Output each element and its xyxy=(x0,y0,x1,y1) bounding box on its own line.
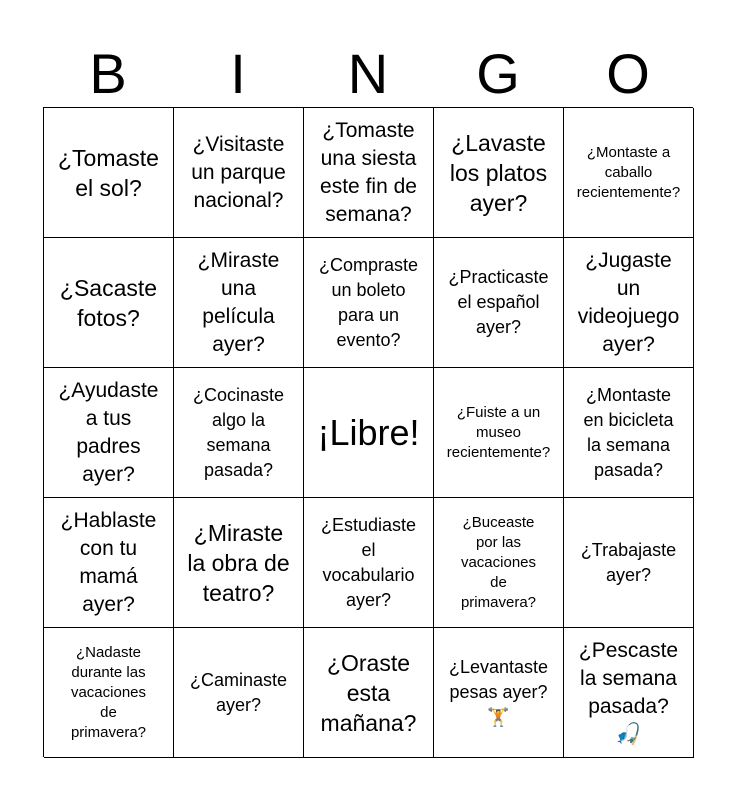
bingo-cell-text: ¿Oraste esta mañana? xyxy=(320,649,417,736)
bingo-cell-text: ¿Miraste una película ayer? xyxy=(197,248,280,356)
bingo-cell-text: ¿Cocinaste algo la semana pasada? xyxy=(192,384,285,480)
bingo-cell-text: ¿Visitaste un parque nacional? xyxy=(191,132,286,212)
bingo-cell[interactable] xyxy=(434,238,564,368)
header-letter-n: N xyxy=(347,42,389,105)
bingo-cell[interactable] xyxy=(44,238,174,368)
bingo-cell[interactable] xyxy=(174,498,304,628)
header-letter-o: O xyxy=(606,42,650,105)
bingo-cell[interactable] xyxy=(564,628,694,758)
bingo-cell[interactable] xyxy=(304,238,434,368)
bingo-cell[interactable] xyxy=(174,368,304,498)
bingo-header xyxy=(43,40,693,108)
bingo-cell[interactable] xyxy=(174,108,304,238)
bingo-cell-text: ¿Caminaste ayer? xyxy=(189,669,288,715)
bingo-cell-text: ¿Tomaste una siesta este fin de semana? xyxy=(320,118,417,226)
bingo-cell[interactable] xyxy=(564,238,694,368)
bingo-cell[interactable] xyxy=(434,498,564,628)
bingo-cell[interactable] xyxy=(304,108,434,238)
header-letter-i: I xyxy=(230,42,246,105)
bingo-cell-text: ¿Fuiste a un museo recientemente? xyxy=(446,403,551,461)
bingo-card-grid xyxy=(43,107,693,757)
bingo-cell[interactable] xyxy=(564,108,694,238)
bingo-cell-text: ¡Libre! xyxy=(317,411,420,453)
bingo-cell[interactable] xyxy=(304,628,434,758)
bingo-cell-text: ¿Tomaste el sol? xyxy=(58,144,159,201)
bingo-cell[interactable] xyxy=(564,368,694,498)
bingo-cell-text: ¿Ayudaste a tus padres ayer? xyxy=(58,378,159,486)
bingo-cell-text: ¿Buceaste por las vacaciones de primavera? xyxy=(460,513,537,611)
header-letter-g: G xyxy=(476,42,520,105)
bingo-cell-text: ¿Sacaste fotos? xyxy=(59,274,158,331)
bingo-cell-text: ¿Lavaste los platos ayer? xyxy=(449,129,548,216)
bingo-cell[interactable] xyxy=(564,498,694,628)
bingo-cell-text: ¿Practicaste el español ayer? xyxy=(448,267,549,337)
bingo-cell[interactable] xyxy=(434,368,564,498)
bingo-cell-text: ¿Levantaste pesas ayer? 🏋️ xyxy=(448,657,549,727)
bingo-cell[interactable] xyxy=(304,498,434,628)
bingo-cell-text: ¿Nadaste durante las vacaciones de primavera? xyxy=(70,643,147,741)
bingo-cell-text: ¿Estudiaste el vocabulario ayer? xyxy=(320,514,417,610)
bingo-cell-text: ¿Pescaste la semana pasada? 🎣 xyxy=(578,638,679,746)
bingo-cell-text: ¿Hablaste con tu mamá ayer? xyxy=(60,508,157,616)
bingo-cell-text: ¿Trabajaste ayer? xyxy=(580,539,677,585)
bingo-cell[interactable] xyxy=(174,628,304,758)
bingo-cell[interactable] xyxy=(434,628,564,758)
bingo-cell[interactable] xyxy=(44,498,174,628)
bingo-cell-text: ¿Montaste a caballo recientemente? xyxy=(576,143,681,201)
bingo-cell[interactable] xyxy=(44,108,174,238)
bingo-cell-text: ¿Jugaste un videojuego ayer? xyxy=(577,248,680,356)
bingo-cell[interactable] xyxy=(44,368,174,498)
bingo-cell[interactable] xyxy=(174,238,304,368)
header-letter-b: B xyxy=(89,42,127,105)
bingo-cell[interactable] xyxy=(434,108,564,238)
bingo-cell-text: ¿Compraste un boleto para un evento? xyxy=(318,254,419,350)
bingo-cell-text: ¿Montaste en bicicleta la semana pasada? xyxy=(583,384,674,480)
bingo-cell[interactable] xyxy=(44,628,174,758)
bingo-cell-free[interactable] xyxy=(304,368,434,498)
bingo-cell-text: ¿Miraste la obra de teatro? xyxy=(187,519,290,606)
